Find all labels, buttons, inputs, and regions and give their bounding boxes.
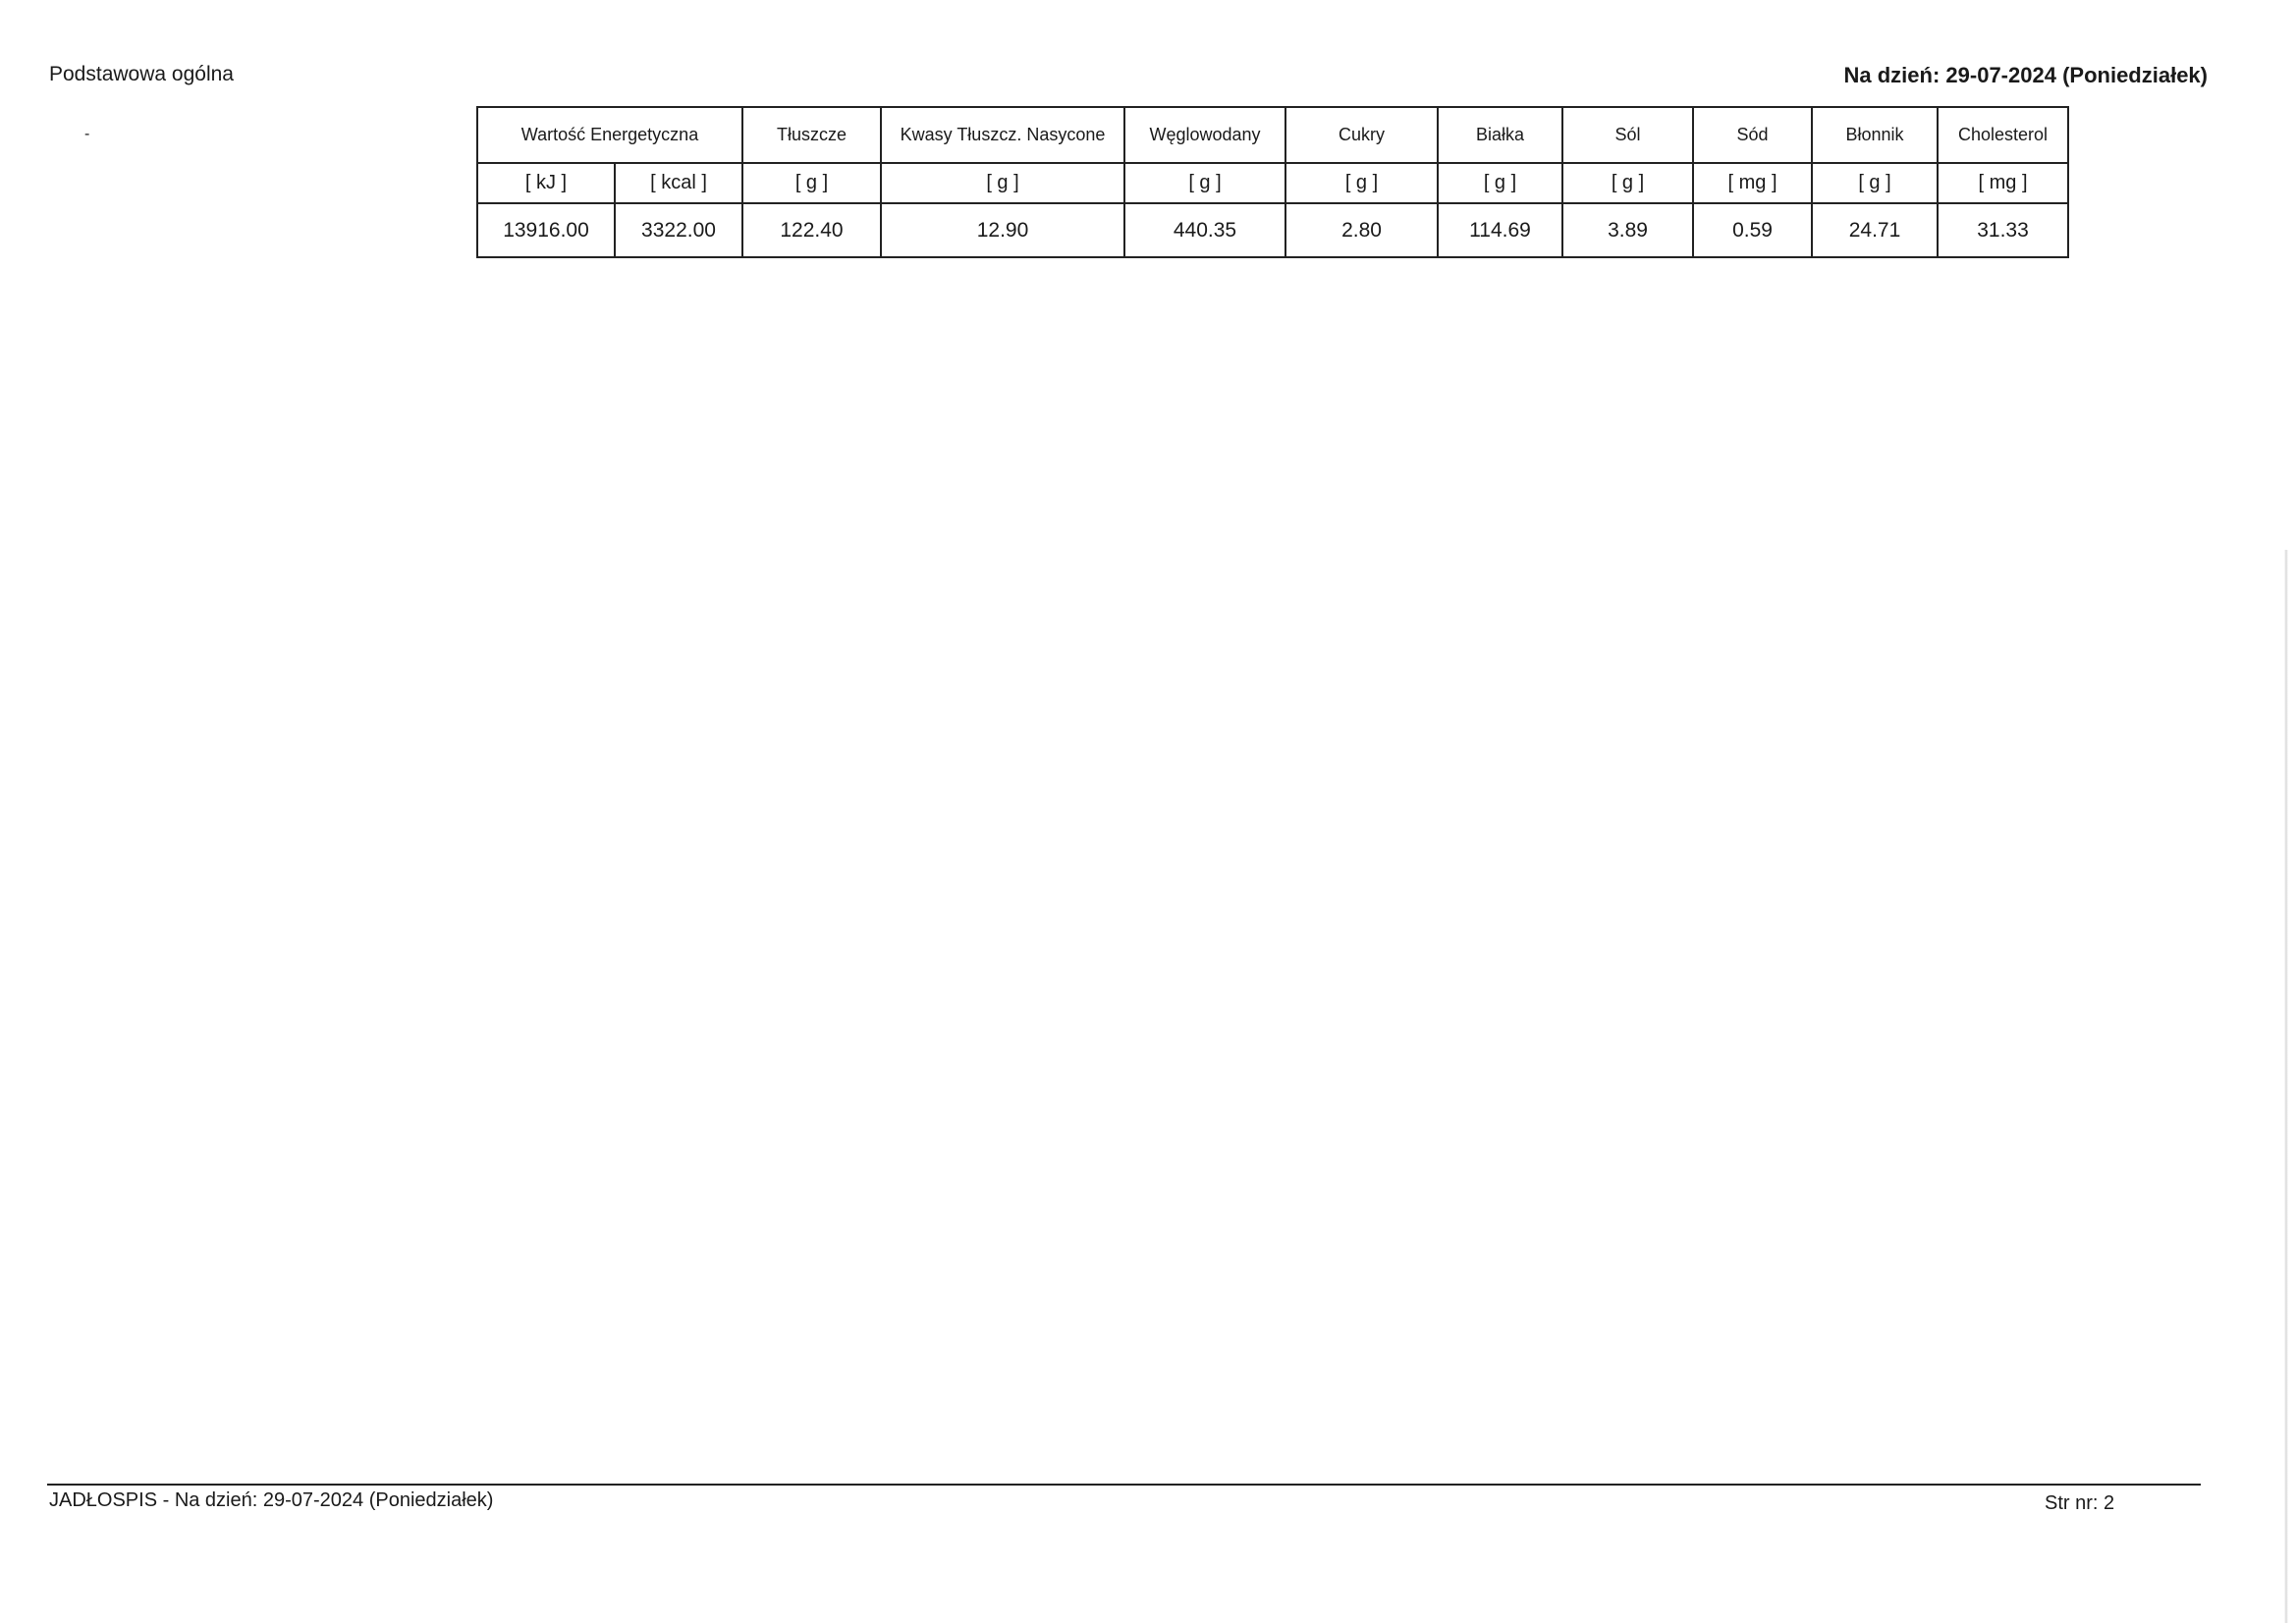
unit-cell: [ g ] bbox=[1285, 163, 1438, 203]
column-header: Sód bbox=[1693, 107, 1812, 163]
header-date bbox=[1843, 63, 2208, 88]
dash-mark: - bbox=[84, 126, 90, 142]
column-header: Tłuszcze bbox=[742, 107, 881, 163]
value-cell: 3.89 bbox=[1562, 203, 1693, 257]
unit-cell: [ g ] bbox=[881, 163, 1124, 203]
footer-title: JADŁOSPIS - Na dzień: 29-07-2024 (Poniedziałek) bbox=[49, 1489, 494, 1511]
unit-cell: [ mg ] bbox=[1938, 163, 2068, 203]
column-header: Białka bbox=[1438, 107, 1562, 163]
value-cell: 0.59 bbox=[1693, 203, 1812, 257]
value-cell: 2.80 bbox=[1285, 203, 1438, 257]
unit-cell: [ g ] bbox=[742, 163, 881, 203]
table-unit-row bbox=[477, 163, 2068, 203]
table-value-row bbox=[477, 203, 2068, 257]
value-cell: 24.71 bbox=[1812, 203, 1938, 257]
unit-cell: [ g ] bbox=[1438, 163, 1562, 203]
unit-cell: [ mg ] bbox=[1693, 163, 1812, 203]
column-header-energy: Wartość Energetyczna bbox=[477, 107, 742, 163]
column-header: Cukry bbox=[1285, 107, 1438, 163]
diet-name: Podstawowa ogólna bbox=[49, 63, 234, 85]
column-header: Sól bbox=[1562, 107, 1693, 163]
unit-cell: [ g ] bbox=[1812, 163, 1938, 203]
date-prefix: Na dzień: bbox=[1843, 63, 1941, 87]
unit-cell: [ kJ ] bbox=[477, 163, 615, 203]
nutrition-table bbox=[476, 106, 2069, 258]
table-header-row bbox=[477, 107, 2068, 163]
unit-cell: [ kcal ] bbox=[615, 163, 742, 203]
column-header: Kwasy Tłuszcz. Nasycone bbox=[881, 107, 1124, 163]
date-value: 29-07-2024 bbox=[1945, 63, 2056, 87]
weekday: (Poniedziałek) bbox=[2062, 63, 2208, 87]
column-header: Błonnik bbox=[1812, 107, 1938, 163]
unit-cell: [ g ] bbox=[1562, 163, 1693, 203]
column-header: Węglowodany bbox=[1124, 107, 1285, 163]
value-cell: 122.40 bbox=[742, 203, 881, 257]
value-cell: 12.90 bbox=[881, 203, 1124, 257]
value-cell: 114.69 bbox=[1438, 203, 1562, 257]
footer-divider bbox=[47, 1484, 2201, 1486]
value-cell: 31.33 bbox=[1938, 203, 2068, 257]
column-header: Cholesterol bbox=[1938, 107, 2068, 163]
value-cell: 3322.00 bbox=[615, 203, 742, 257]
page-number: Str nr: 2 bbox=[2045, 1492, 2115, 1514]
unit-cell: [ g ] bbox=[1124, 163, 1285, 203]
page-edge-shadow bbox=[2284, 550, 2288, 1623]
value-cell: 13916.00 bbox=[477, 203, 615, 257]
value-cell: 440.35 bbox=[1124, 203, 1285, 257]
